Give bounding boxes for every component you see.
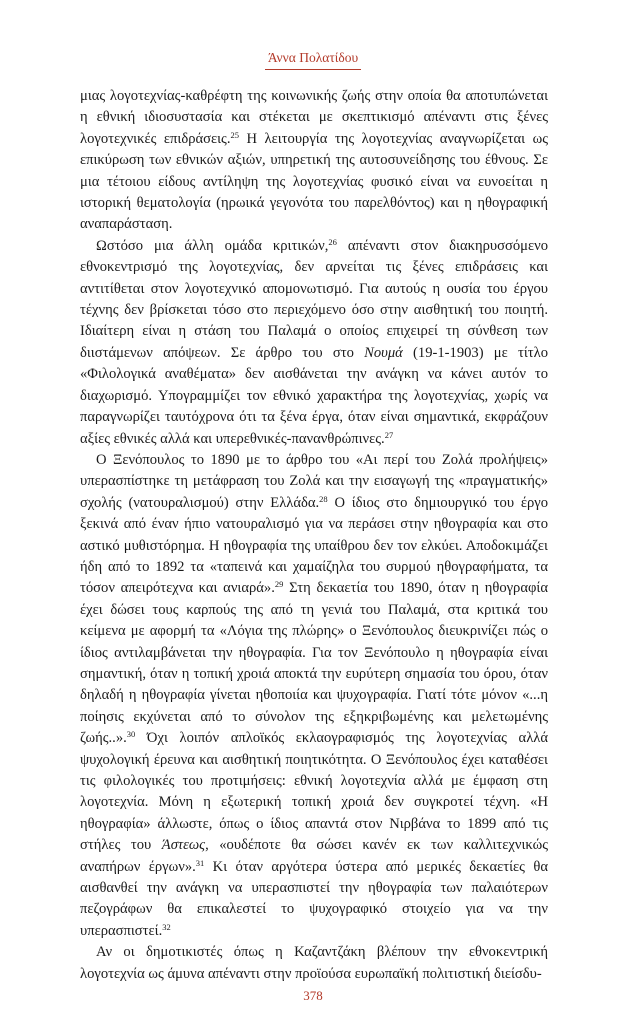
paragraph-text: Η λειτουργία της λογοτεχνίας αναγνωρίζεται ως επικύρωση των εθνικών αξιών, υπηρετική της αυτοσυνείδησης του έθνους. Σε μια τέτοιου είδους αντίληψη της λογοτεχνίας φυσικό είναι να ευνοείται η ιστορική θεματολογία (ηρωικά γεγονότα του παρελθόντος) και η ηθογραφική αναπαράσταση.: [80, 130, 548, 233]
footnote-ref: 32: [162, 921, 171, 932]
paragraph: [80, 86, 548, 236]
paragraph-text: μιας λογοτεχνίας-καθρέφτη της κοινωνικής ζωής στην οποία θα αποτυπώνεται η εθνική ιδιοσυστασία και στέκεται με σκεπτικισμό απέναντι στις ξένες λογοτεχνικές επιδράσεις.: [80, 88, 548, 147]
paragraph-text: Αν οι δημοτικιστές όπως η Καζαντζάκη βλέπουν την εθνοκεντρική λογοτεχνία ως άμυνα απέναντι στην προϊούσα ευρωπαϊκή πολιτιστική διείσδυ-: [80, 944, 548, 982]
footnote-ref: 27: [384, 429, 394, 440]
paragraph: [80, 450, 548, 942]
paragraph: [80, 236, 548, 450]
paragraph: [80, 942, 548, 985]
paragraph-text: Στη δεκαετία του 1890, όταν η ηθογραφία έχει δώσει τους καρπούς της από τη γενιά του Παλαμά, στα κριτικά του κείμενα με αφορμή τα «Λόγια της πλώρης» ο Ξενόπουλος διευκρινίζει πώς ο ίδιος αντιλαμβάνεται την ηθογραφία. Για τον Ξενόπουλο η ηθογραφία είναι σημαντική, όταν η τοπική χροιά αποκτά την ευρύτερη σημασία του όρου, όταν δηλαδή η ηθογραφία γίνεται ηθοποιία και ψυχογραφία. Γιατί τότε μόνον «...η ποίησις εκχύνεται από το σύνολον της εξηκριβωμένης και μελετωμένης ζωής..».: [80, 580, 548, 747]
footnote-ref: 31: [195, 857, 205, 868]
paragraph-text: Ο ίδιος στο δημιουργικό του έργο ξεκινά από έναν ήπιο νατουραλισμό για να περάσει στην ηθογραφία και στο αστικό μυθιστόρημα. Η ηθογραφία της υπαίθρου δεν τον ελκύει. Αποδοκιμάζει ήδη από το 1892 τα «ταπεινά και χαμαίζηλα του συρμού ηθογραφήματα, τα τόσον απειρότεχνα και ανιαρά».: [80, 494, 548, 597]
paragraph-text: Κι όταν αργότερα ύστερα από μερικές δεκαετίες θα αισθανθεί την ανάγκη να υπερασπιστεί την ηθογραφία των παλαιότερων πεζογράφων θα επικαλεστεί το ψυχογραφικό στοιχείο για να την υπερασπιστεί.: [80, 858, 548, 939]
body-text: [80, 86, 548, 985]
paragraph-text: Ο Ξενόπουλος το 1890 με το άρθρο του «Αι περί του Ζολά προλήψεις» υπερασπίστηκε τη μετάφραση του Ζολά και την εισαγωγή της «πραγματικής» σχολής (νατουραλισμού) στην Ελλάδα.: [80, 451, 548, 511]
footnote-ref: 26: [328, 236, 337, 247]
author-name: Άννα Πολατίδου: [265, 50, 361, 70]
footnote-ref: 28: [319, 493, 328, 504]
paragraph-text: (19-1-1903) με τίτλο «Φιλολογικά αναθέματα» δεν αισθάνεται την ανάγκη να κάνει αυτόν το διαχωρισμό. Υπογραμμίζει τον εθνικό χαρακτήρα της λογοτεχνίας, χωρίς να παραγνωρίζει ταυτόχρονα ότι τα ξένα έργα, όταν είναι σημαντικά, εκφράζουν αξίες εθνικές αλλά και υπερεθνικές-πανανθρώπινες.: [80, 344, 548, 447]
running-head: [0, 50, 626, 70]
paragraph-text: Ωστόσο μια άλλη ομάδα κριτικών,: [96, 237, 329, 254]
footnote-ref: 29: [274, 579, 284, 590]
page-number: 378: [303, 988, 323, 1003]
paragraph-text: απέναντι στον διακηρυσσόμενο εθνοκεντρισμό της λογοτεχνίας, δεν αρνείται τις ξένες επιδράσεις και αντιτίθεται στον λογοτεχνικό απομονωτισμό. Για αυτούς η ουσία του έργου τέχνης δεν βρίσκεται τόσο στο περιεχόμενο όσο στην αισθητική του ποιητή. Ιδιαίτερη είναι η στάση του Παλαμά ο οποίος επιχειρεί τη σύνθεση των διιστάμενων απόψεων. Σε άρθρο του στο: [80, 237, 549, 361]
paragraph-text: Όχι λοιπόν απλοϊκός εκλαογραφισμός της λογοτεχνίας αλλά ψυχολογική έρευνα και αισθητική ποιητικότητα. Ο Ξενόπουλος έχει καταθέσει τις φιλολογικές του προτιμήσεις: εθνική λογοτεχνία αλλά με έμφαση στη λογοτεχνία. Μόνη η εξωτερική τοπική χροιά δεν συγκροτεί τέχνη. «Η ηθογραφία» άλλωστε, όπως ο ίδιος απαντά στον Νιρβάνα το 1899 από τις στήλες του: [80, 730, 548, 854]
italic-title: Άστεως: [161, 837, 206, 854]
footnote-ref: 30: [126, 729, 136, 740]
italic-title: Νουμά: [364, 344, 403, 361]
paragraph-text: , «ουδέποτε θα σώσει κανέν εκ των καλλιτεχνικώς αναπήρων έργων».: [80, 837, 549, 875]
footnote-ref: 25: [230, 129, 239, 140]
